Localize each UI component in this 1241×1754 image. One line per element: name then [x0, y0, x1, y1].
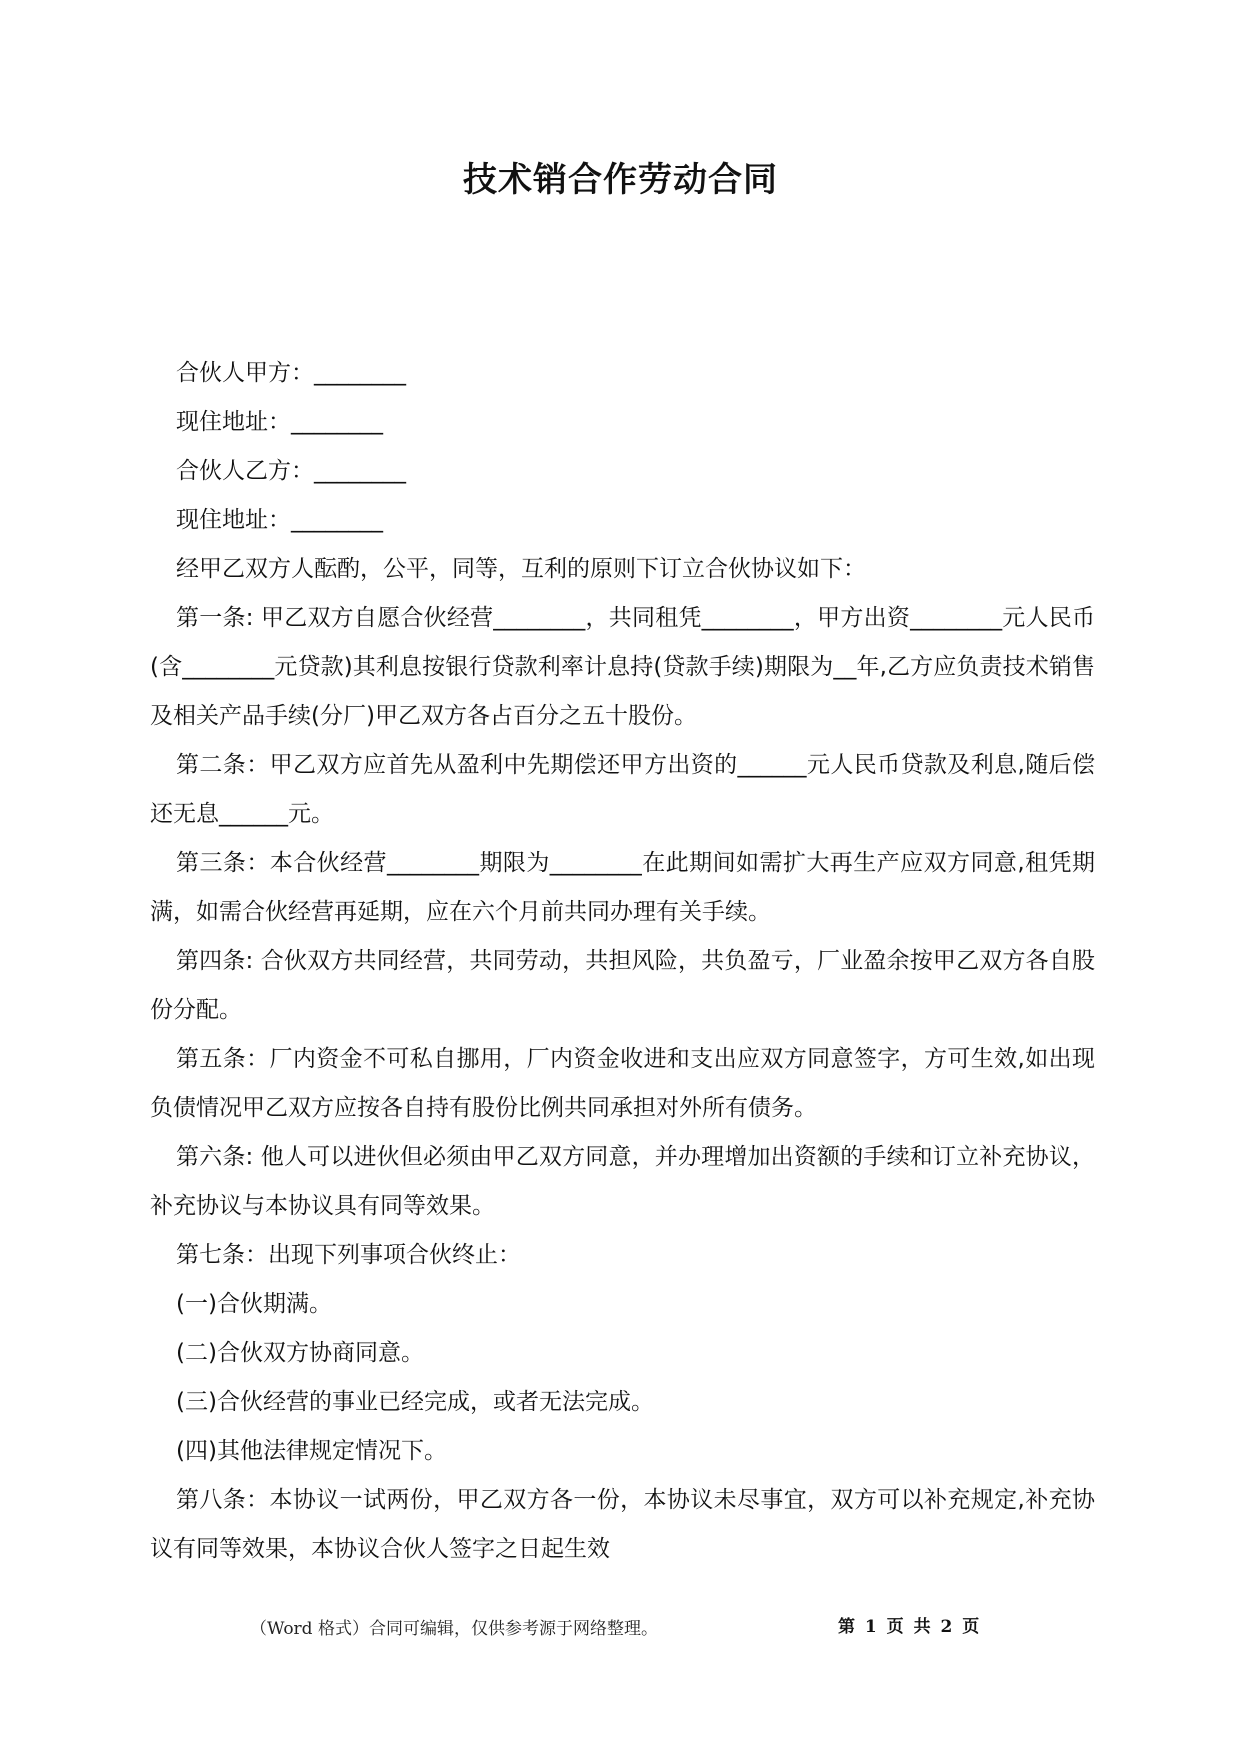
- paragraph-address-b: 现住地址：________: [176, 507, 383, 533]
- document-title: 技术销合作劳动合同: [463, 160, 778, 200]
- paragraph-party-b: 合伙人乙方：________: [176, 458, 406, 484]
- paragraph-address-a: 现住地址：________: [176, 409, 383, 435]
- paragraph-article-2: 第二条：甲乙双方应首先从盈利中先期偿还甲方出资的______元人民币贷款及利息,随后偿还无息______元。: [150, 752, 1095, 827]
- paragraph-article-4: 第四条: 合伙双方共同经营，共同劳动，共担风险，共负盈亏，厂业盈余按甲乙双方各自股份分配。: [150, 948, 1095, 1023]
- paragraph-party-a: 合伙人甲方：________: [176, 360, 406, 386]
- paragraph-item-2: (二)合伙双方协商同意。: [176, 1340, 424, 1366]
- paragraph-article-5: 第五条：厂内资金不可私自挪用，厂内资金收进和支出应双方同意签字，方可生效,如出现负债情况甲乙双方应按各自持有股份比例共同承担对外所有债务。: [150, 1046, 1095, 1121]
- footer-note: （Word 格式）合同可编辑，仅供参考源于网络整理。: [250, 1619, 658, 1639]
- paragraph-article-3: 第三条：本合伙经营________期限为________在此期间如需扩大再生产应双方同意,租凭期满，如需合伙经营再延期，应在六个月前共同办理有关手续。: [150, 850, 1095, 925]
- paragraph-article-1: 第一条: 甲乙双方自愿合伙经营________，共同租凭________，甲方出资________元人民币(含________元贷款)其利息按银行贷款利率计息持(贷款手续)期限为__年,乙方应负责技术销售及相关产品手续(分厂)甲乙双方各占百分之五十股份。: [150, 605, 1095, 729]
- paragraph-article-6: 第六条: 他人可以进伙但必须由甲乙双方同意，并办理增加出资额的手续和订立补充协议，补充协议与本协议具有同等效果。: [150, 1144, 1095, 1219]
- paragraph-article-7: 第七条：出现下列事项合伙终止：: [176, 1242, 521, 1268]
- page-number: 第 1 页 共 2 页: [838, 1617, 980, 1637]
- paragraph-item-3: (三)合伙经营的事业已经完成，或者无法完成。: [176, 1389, 654, 1415]
- paragraph-article-8: 第八条：本协议一试两份，甲乙双方各一份，本协议未尽事宜，双方可以补充规定,补充协议有同等效果，本协议合伙人签字之日起生效: [150, 1487, 1095, 1562]
- document-body: [150, 349, 1095, 1574]
- paragraph-item-4: (四)其他法律规定情况下。: [176, 1438, 447, 1464]
- paragraph-item-1: (一)合伙期满。: [176, 1291, 332, 1317]
- paragraph-preamble: 经甲乙双方人酝酌，公平，同等，互利的原则下订立合伙协议如下：: [176, 556, 866, 582]
